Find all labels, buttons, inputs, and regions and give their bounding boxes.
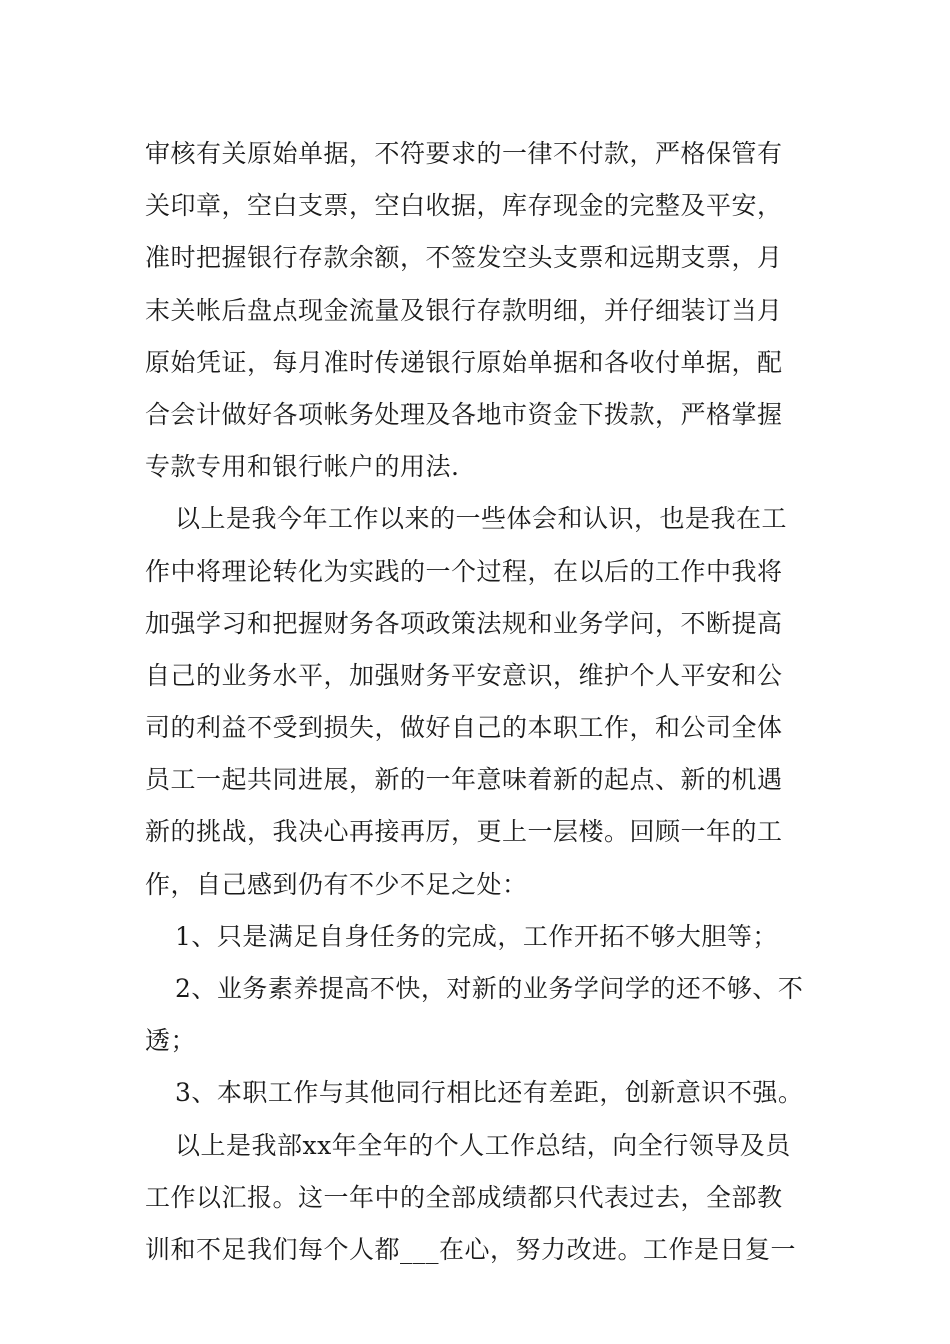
text-line: 关印章，空白支票，空白收据，库存现金的完整及平安， (145, 191, 783, 221)
text-line: 作中将理论转化为实践的一个过程，在以后的工作中我将 (145, 556, 783, 586)
list-item-3: 3、本职工作与其他同行相比还有差距，创新意识不强。 (175, 1078, 804, 1108)
text-line: 合会计做好各项帐务处理及各地市资金下拨款，严格掌握 (145, 399, 783, 429)
list-item-2: 2、业务素养提高不快，对新的业务学问学的还不够、不 (175, 974, 804, 1003)
document-body (145, 128, 810, 1276)
text-line: 加强学习和把握财务各项政策法规和业务学问，不断提高 (145, 608, 783, 638)
list-item-1: 1、只是满足自身任务的完成，工作开拓不够大胆等； (175, 921, 778, 951)
text-line: 训和不足我们每个人都___在心，努力改进。工作是日复一 (145, 1234, 797, 1264)
text-line: 原始凭证，每月准时传递银行原始单据和各收付单据，配 (145, 347, 783, 377)
paragraph-start-line: 以上是我部xx年全年的个人工作总结，向全行领导及员 (175, 1130, 791, 1160)
text-line: 准时把握银行存款余额，不签发空头支票和远期支票，月 (145, 243, 783, 273)
text-line: 末关帐后盘点现金流量及银行存款明细，并仔细装订当月 (145, 295, 783, 325)
text-line: 员工一起共同进展，新的一年意味着新的起点、新的机遇 (145, 765, 783, 795)
text-line: 作，自己感到仍有不少不足之处： (145, 869, 528, 899)
text-line: 新的挑战，我决心再接再厉，更上一层楼。回顾一年的工 (145, 817, 783, 847)
text-line: 自己的业务水平，加强财务平安意识，维护个人平安和公 (145, 660, 783, 690)
text-line: 司的利益不受到损失，做好自己的本职工作，和公司全体 (145, 713, 783, 743)
text-line: 工作以汇报。这一年中的全部成绩都只代表过去，全部教 (145, 1182, 783, 1212)
text-line: 审核有关原始单据，不符要求的一律不付款，严格保管有 (145, 139, 783, 168)
text-line: 专款专用和银行帐户的用法. (145, 452, 460, 482)
text-line: 透； (145, 1026, 197, 1056)
paragraph-start-line: 以上是我今年工作以来的一些体会和认识，也是我在工 (175, 504, 788, 534)
